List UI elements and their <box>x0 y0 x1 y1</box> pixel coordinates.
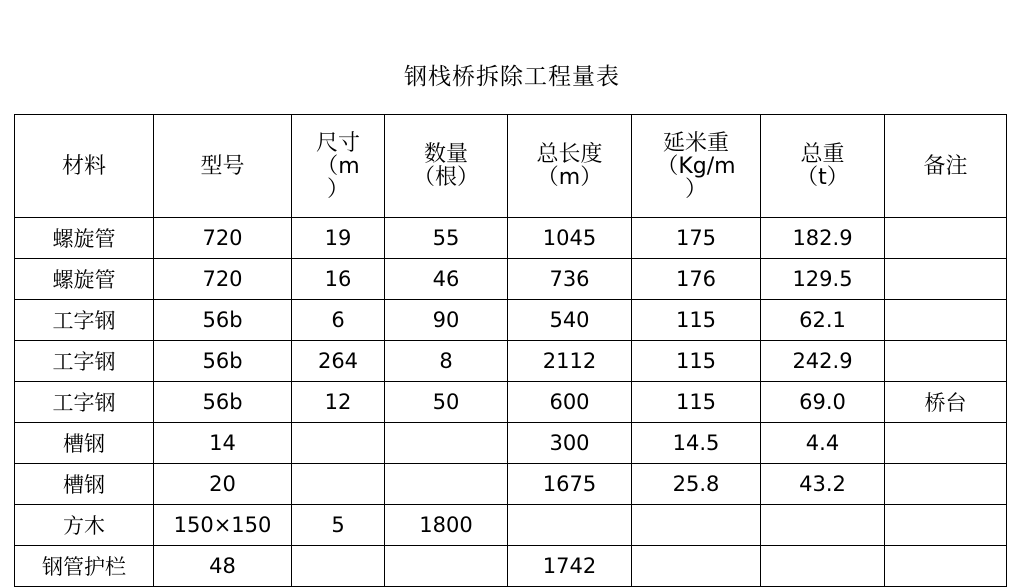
cell-material: 方木 <box>15 505 154 546</box>
quantity-table <box>14 114 1007 587</box>
cell-count: 1800 <box>385 505 508 546</box>
cell-size: 12 <box>292 382 385 423</box>
cell-material: 工字钢 <box>15 341 154 382</box>
cell-total-weight: 43.2 <box>761 464 885 505</box>
cell-size: 264 <box>292 341 385 382</box>
cell-model: 56b <box>154 341 292 382</box>
cell-total-length: 600 <box>508 382 632 423</box>
cell-material: 螺旋管 <box>15 218 154 259</box>
cell-remark <box>885 300 1007 341</box>
cell-size: 5 <box>292 505 385 546</box>
cell-size: 16 <box>292 259 385 300</box>
cell-size: 19 <box>292 218 385 259</box>
table-header-row <box>15 115 1007 218</box>
column-header-size: 尺寸 （m ） <box>292 115 385 218</box>
column-header-unit-weight: 延米重 （Kg/m ） <box>632 115 761 218</box>
cell-material: 槽钢 <box>15 464 154 505</box>
cell-unit-weight <box>632 505 761 546</box>
cell-count: 8 <box>385 341 508 382</box>
cell-total-length: 300 <box>508 423 632 464</box>
table-row <box>15 505 1007 546</box>
cell-remark: 桥台 <box>885 382 1007 423</box>
column-header-total-length: 总长度 （m） <box>508 115 632 218</box>
cell-count <box>385 423 508 464</box>
cell-total-weight: 182.9 <box>761 218 885 259</box>
table-title: 钢栈桥拆除工程量表 <box>404 64 620 90</box>
cell-size <box>292 546 385 587</box>
cell-total-length: 1045 <box>508 218 632 259</box>
cell-unit-weight: 176 <box>632 259 761 300</box>
table-row <box>15 382 1007 423</box>
cell-total-weight <box>761 546 885 587</box>
cell-count <box>385 546 508 587</box>
cell-remark <box>885 546 1007 587</box>
table-row <box>15 259 1007 300</box>
cell-model: 720 <box>154 218 292 259</box>
cell-model: 48 <box>154 546 292 587</box>
cell-remark <box>885 259 1007 300</box>
cell-remark <box>885 464 1007 505</box>
table-row <box>15 300 1007 341</box>
cell-material: 钢管护栏 <box>15 546 154 587</box>
cell-count: 46 <box>385 259 508 300</box>
column-header-remark: 备注 <box>885 115 1007 218</box>
cell-material: 工字钢 <box>15 382 154 423</box>
cell-remark <box>885 341 1007 382</box>
cell-unit-weight: 115 <box>632 341 761 382</box>
cell-total-length: 1742 <box>508 546 632 587</box>
cell-model: 14 <box>154 423 292 464</box>
cell-count: 90 <box>385 300 508 341</box>
cell-size: 6 <box>292 300 385 341</box>
column-header-model: 型号 <box>154 115 292 218</box>
cell-total-length: 2112 <box>508 341 632 382</box>
cell-size <box>292 423 385 464</box>
cell-model: 720 <box>154 259 292 300</box>
table-row <box>15 218 1007 259</box>
cell-model: 150×150 <box>154 505 292 546</box>
cell-model: 56b <box>154 300 292 341</box>
cell-unit-weight: 115 <box>632 300 761 341</box>
cell-total-length: 1675 <box>508 464 632 505</box>
cell-count <box>385 464 508 505</box>
cell-unit-weight: 14.5 <box>632 423 761 464</box>
table-row <box>15 464 1007 505</box>
cell-remark <box>885 505 1007 546</box>
column-header-material: 材料 <box>15 115 154 218</box>
cell-total-length <box>508 505 632 546</box>
table-row <box>15 546 1007 587</box>
cell-model: 56b <box>154 382 292 423</box>
cell-total-weight: 4.4 <box>761 423 885 464</box>
cell-total-weight: 62.1 <box>761 300 885 341</box>
cell-unit-weight <box>632 546 761 587</box>
cell-unit-weight: 25.8 <box>632 464 761 505</box>
cell-total-weight: 69.0 <box>761 382 885 423</box>
table-row <box>15 341 1007 382</box>
table-row <box>15 423 1007 464</box>
cell-total-weight: 129.5 <box>761 259 885 300</box>
cell-material: 槽钢 <box>15 423 154 464</box>
column-header-count: 数量 （根） <box>385 115 508 218</box>
cell-model: 20 <box>154 464 292 505</box>
cell-size <box>292 464 385 505</box>
cell-unit-weight: 115 <box>632 382 761 423</box>
cell-total-length: 736 <box>508 259 632 300</box>
cell-material: 螺旋管 <box>15 259 154 300</box>
cell-total-weight <box>761 505 885 546</box>
cell-total-length: 540 <box>508 300 632 341</box>
cell-count: 50 <box>385 382 508 423</box>
column-header-total-weight: 总重 （t） <box>761 115 885 218</box>
cell-material: 工字钢 <box>15 300 154 341</box>
cell-remark <box>885 218 1007 259</box>
cell-count: 55 <box>385 218 508 259</box>
cell-total-weight: 242.9 <box>761 341 885 382</box>
cell-remark <box>885 423 1007 464</box>
cell-unit-weight: 175 <box>632 218 761 259</box>
